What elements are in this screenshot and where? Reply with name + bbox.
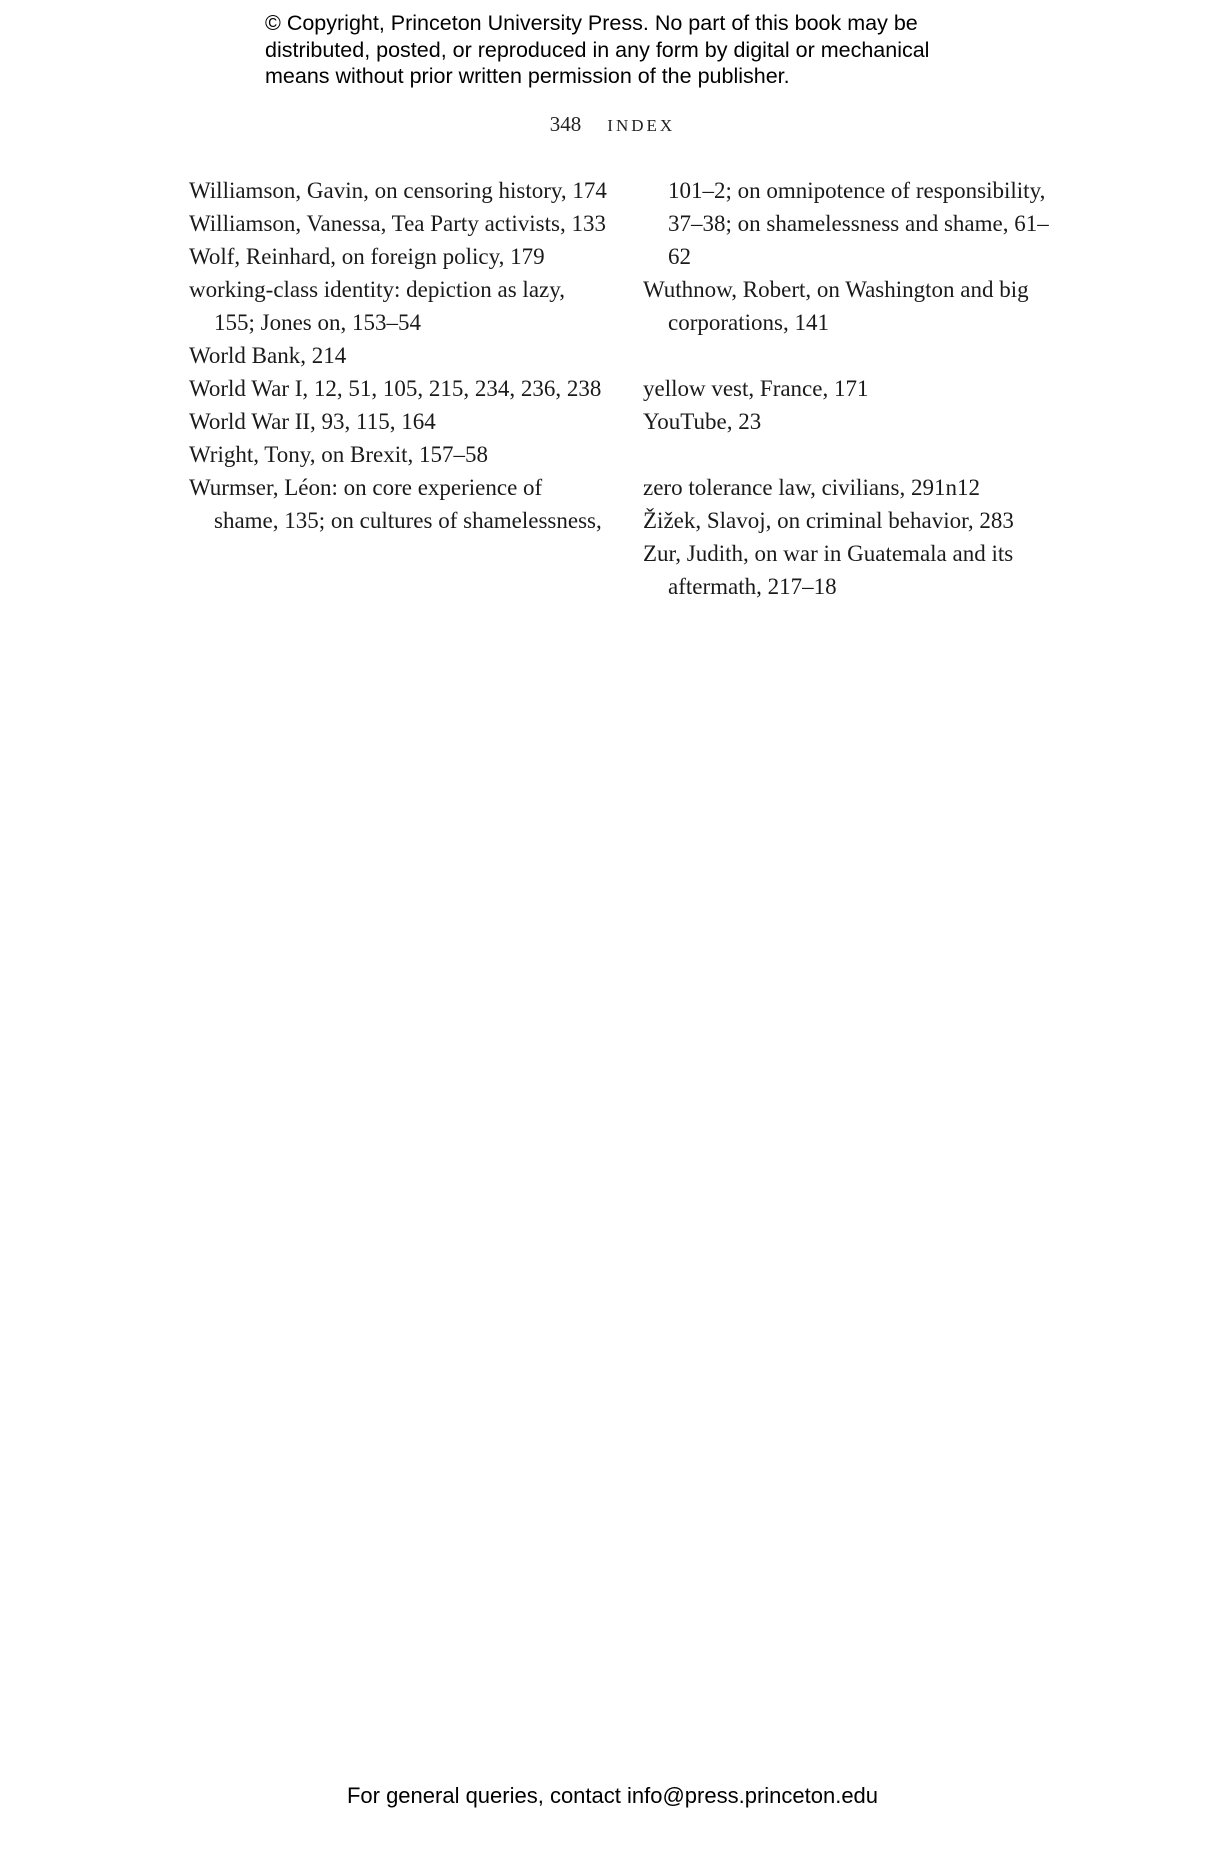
section-title: INDEX	[607, 116, 676, 135]
page-number: 348	[549, 112, 582, 136]
index-entry: Wuthnow, Robert, on Washington and big corporations, 141	[643, 277, 1029, 335]
index-entry: Wright, Tony, on Brexit, 157–58	[189, 442, 488, 467]
index-entry: working-class identity: depiction as lazy, 155; Jones on, 153–54	[189, 277, 565, 335]
copyright-line-3: means without prior written permission of the publisher.	[265, 64, 790, 88]
index-entry: World War I, 12, 51, 105, 215, 234, 236, 238	[189, 376, 602, 401]
copyright-line-2: distributed, posted, or reproduced in any form by digital or mechanical	[265, 37, 930, 62]
copyright-line-1: © Copyright, Princeton University Press. No part of this book may be	[265, 11, 918, 35]
index-entry: Zur, Judith, on war in Guatemala and its aftermath, 217–18	[643, 541, 1014, 599]
index-entry: Wolf, Reinhard, on foreign policy, 179	[189, 244, 545, 269]
index-entry: World War II, 93, 115, 164	[189, 409, 436, 434]
index-entry: Žižek, Slavoj, on criminal behavior, 283	[643, 508, 1014, 533]
letter-group-separator	[643, 438, 1063, 471]
index-column-left	[189, 174, 609, 537]
index-entry: zero tolerance law, civilians, 291n12	[643, 475, 980, 500]
letter-group-separator	[643, 339, 1063, 372]
index-entry: YouTube, 23	[643, 409, 762, 434]
index-entry: Williamson, Gavin, on censoring history, 174	[189, 178, 607, 203]
index-entry: World Bank, 214	[189, 343, 347, 368]
index-entry: yellow vest, France, 171	[643, 376, 869, 401]
index-entry-continuation: 101–2; on omnipotence of responsibility, 37–38; on shamelessness and shame, 61–62	[668, 178, 1049, 269]
running-head	[0, 112, 1225, 137]
footer-contact: For general queries, contact info@press.princeton.edu	[346, 1783, 879, 1808]
index-entry: Wurmser, Léon: on core experience of shame, 135; on cultures of shamelessness,	[189, 475, 602, 533]
index-column-right	[643, 174, 1063, 603]
index-entry: Williamson, Vanessa, Tea Party activists, 133	[189, 211, 606, 236]
copyright-notice	[265, 10, 1025, 90]
